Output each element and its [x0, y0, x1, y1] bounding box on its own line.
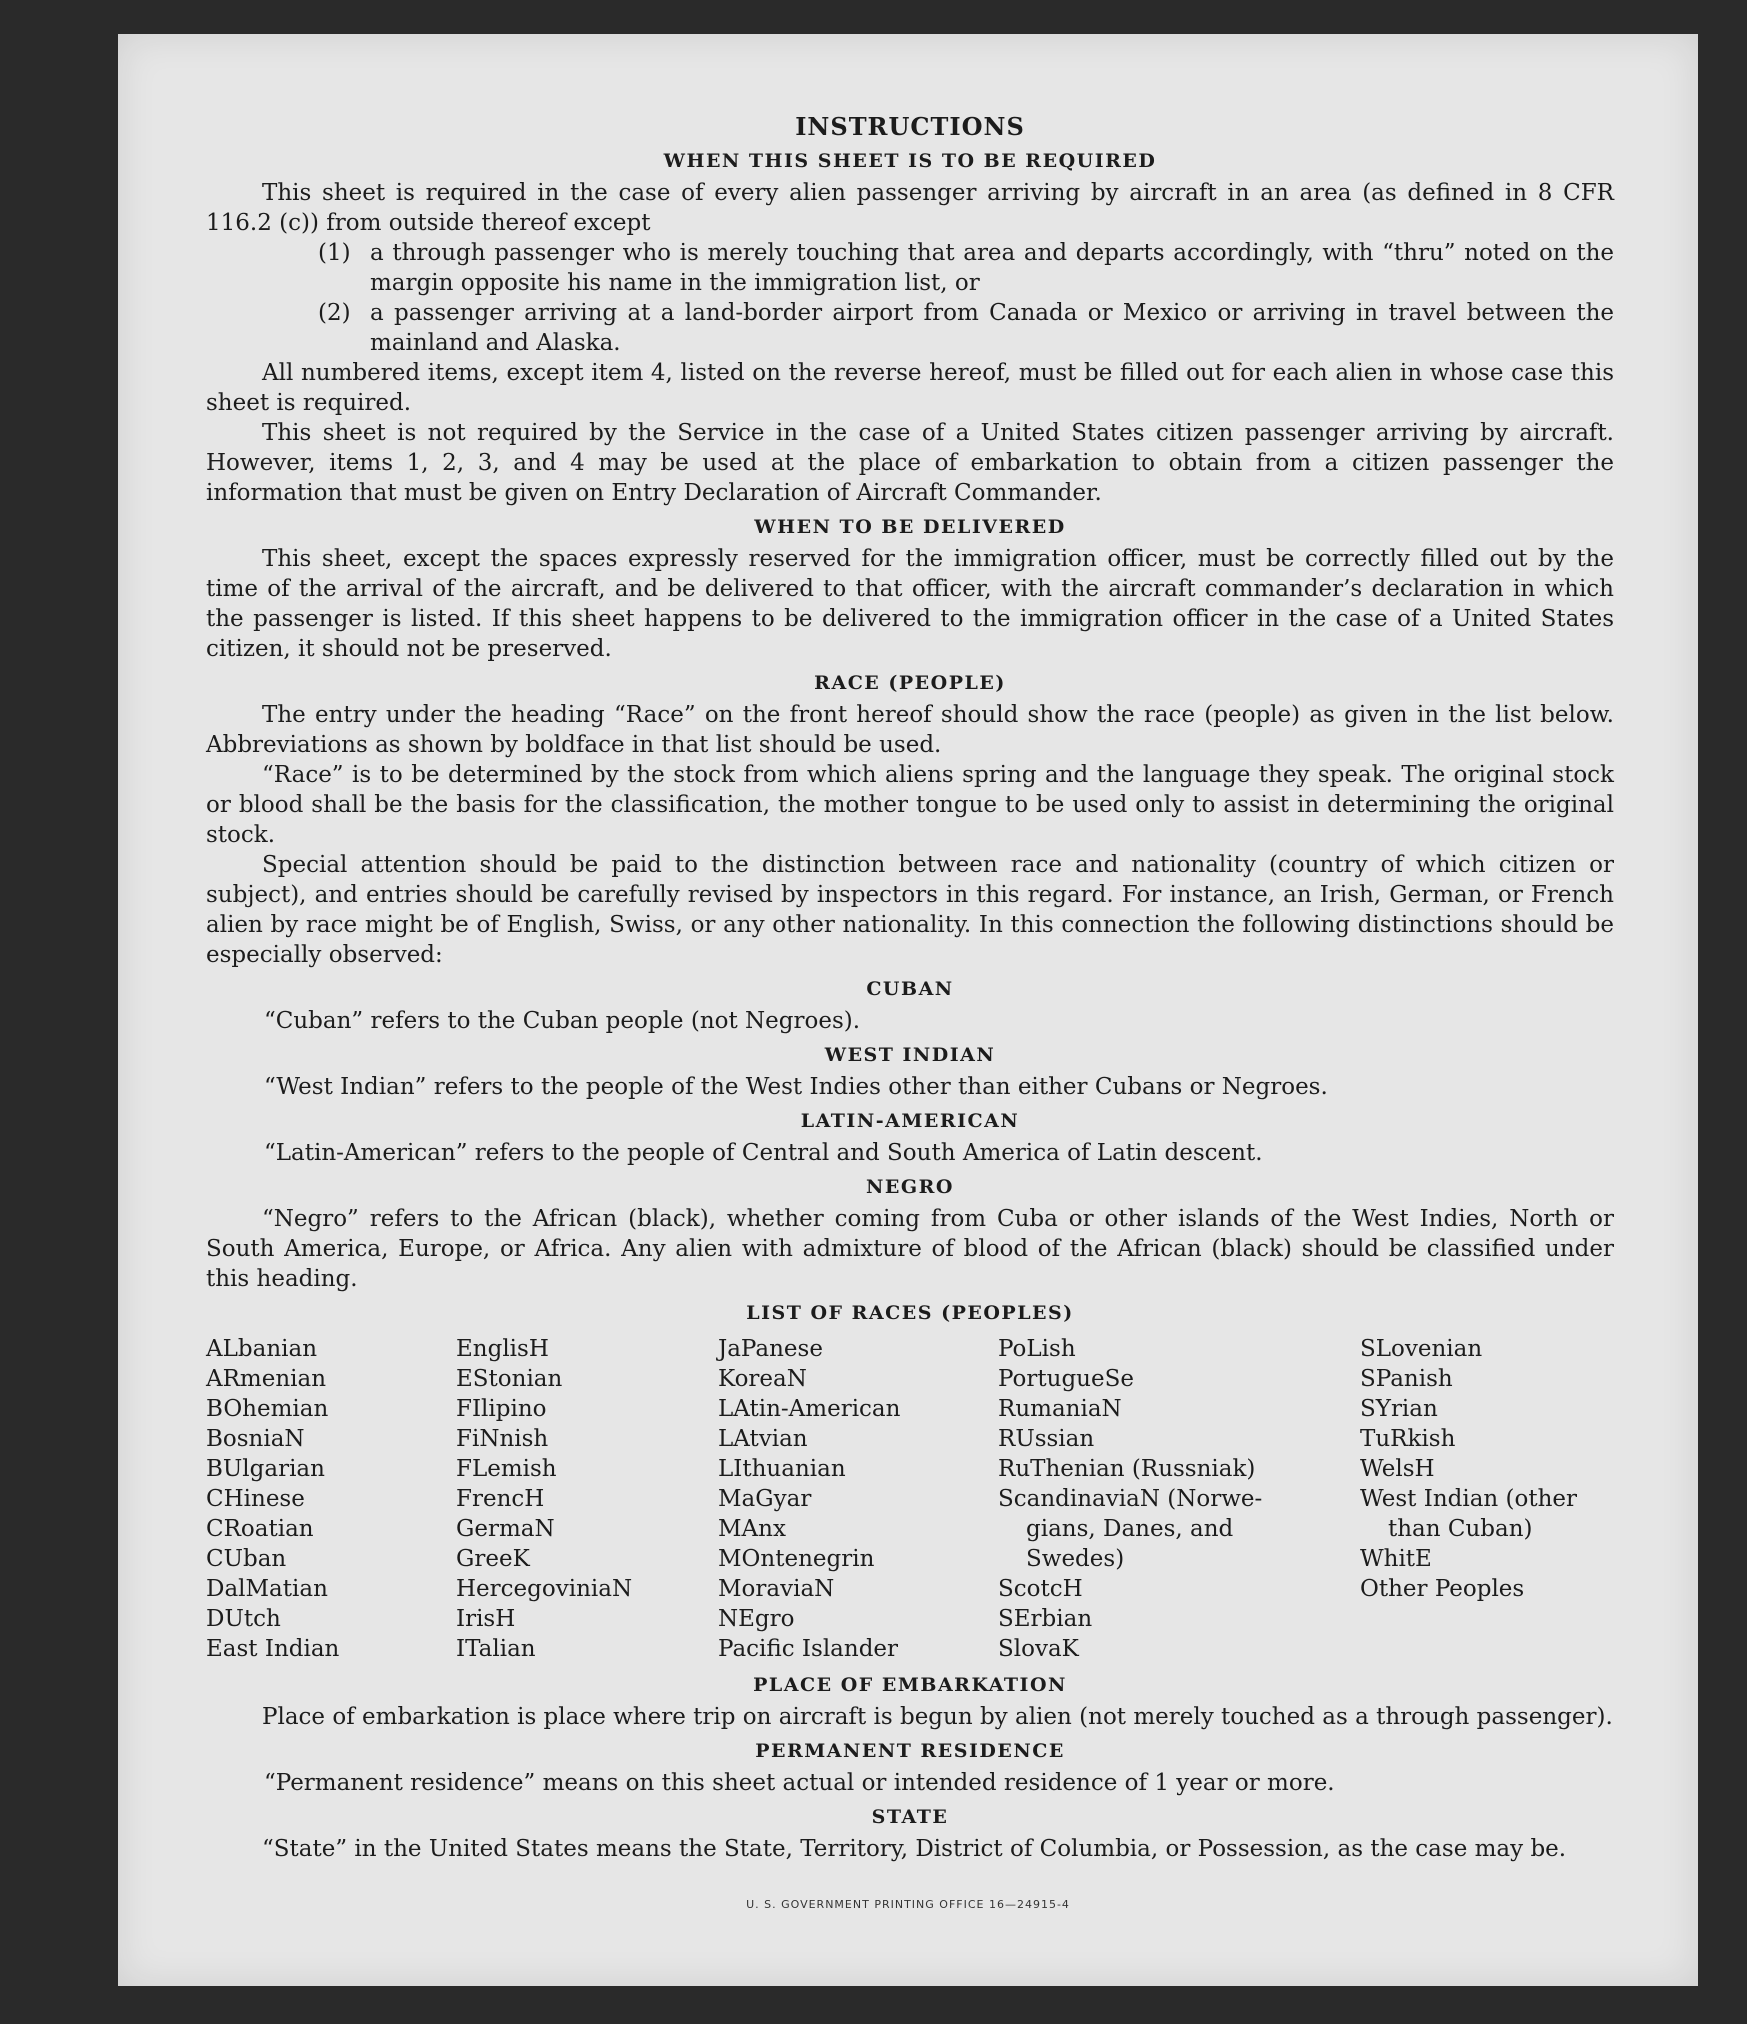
- heading-cuban: CUBAN: [866, 978, 954, 1000]
- note-west-indian: “West Indian” refers to the people of the West Indies other than either Cubans or Negroes.: [264, 1074, 1328, 1100]
- race-entry: IrisH: [456, 1606, 516, 1632]
- race-entry: CUban: [206, 1546, 287, 1572]
- heading-race: RACE (PEOPLE): [814, 672, 1006, 694]
- paragraph-residence: “Permanent residence” means on this sheet actual or intended residence of 1 year or more.: [264, 1770, 1335, 1796]
- race-entry: WelsH: [1360, 1456, 1435, 1482]
- heading-latin-american: LATIN-AMERICAN: [800, 1110, 1020, 1132]
- heading-negro: NEGRO: [866, 1176, 954, 1198]
- document-page: [118, 34, 1698, 1986]
- race-entry: HercegoviniaN: [456, 1576, 633, 1602]
- race-entry: than Cuban): [1388, 1516, 1533, 1542]
- note-latin-american: “Latin-American” refers to the people of Central and South America of Latin descent.: [264, 1140, 1263, 1166]
- race-entry: LAtvian: [718, 1426, 808, 1452]
- race-entry: ALbanian: [206, 1336, 318, 1362]
- race-entry: West Indian (other: [1360, 1486, 1578, 1512]
- paragraph-required-intro: This sheet is required in the case of every alien passenger arriving by aircraft in an area (as defined in 8 CFR 116.2 (c)) from outside thereof except: [206, 180, 1614, 236]
- exception-number: (1): [318, 240, 351, 266]
- races-column-4: [998, 1334, 1360, 1664]
- note-negro: “Negro” refers to the African (black), whether coming from Cuba or other islands of the West Indies, North or South America, Europe, or Africa. Any alien with admixture of blood of the African (black) should be classified under this heading.: [206, 1206, 1614, 1292]
- exception-text: a through passenger who is merely touching that area and departs accordingly, with “thru” noted on the margin opposite his name in the immigration list, or: [370, 240, 1614, 296]
- paragraph-citizen: This sheet is not required by the Service in the case of a United States citizen passenger arriving by aircraft. However, items 1, 2, 3, and 4 may be used at the place of embarkation to obtain from a citizen passenger the information that must be given on Entry Declaration of Aircraft Commander.: [206, 420, 1614, 506]
- race-entry: MaGyar: [718, 1486, 812, 1512]
- race-entry: CHinese: [206, 1486, 305, 1512]
- race-entry: RUssian: [998, 1426, 1095, 1452]
- race-entry: FiNnish: [456, 1426, 549, 1452]
- paragraph-delivery: This sheet, except the spaces expressly reserved for the immigration officer, must be correctly filled out by the time of the arrival of the aircraft, and be delivered to that officer, with the aircraft commander’s declaration in which the passenger is listed. If this sheet happens to be delivered to the immigration officer in the case of a United States citizen, it should not be preserved.: [206, 546, 1614, 662]
- race-entry: DUtch: [206, 1606, 281, 1632]
- race-entry: ScandinaviaN (Norwe-: [998, 1486, 1263, 1512]
- races-list: [206, 1334, 1614, 1664]
- race-entry: gians, Danes, and: [1026, 1516, 1234, 1542]
- race-entry: Swedes): [1026, 1546, 1125, 1572]
- races-column-1: [206, 1334, 456, 1664]
- race-entry: MOntenegrin: [718, 1546, 875, 1572]
- race-entry: BUlgarian: [206, 1456, 325, 1482]
- race-entry: Other Peoples: [1360, 1576, 1525, 1602]
- race-entry: ITalian: [456, 1636, 536, 1662]
- race-entry: GermaN: [456, 1516, 555, 1542]
- instructions-content: [206, 112, 1614, 1864]
- race-entry: BOhemian: [206, 1396, 329, 1422]
- race-entry: FLemish: [456, 1456, 557, 1482]
- race-entry: JaPanese: [718, 1336, 823, 1362]
- paragraph-race-stock: “Race” is to be determined by the stock from which aliens spring and the language they speak. The original stock or blood shall be the basis for the classification, the mother tongue to be used only to assist in determining the original stock.: [206, 762, 1614, 848]
- race-entry: RumaniaN: [998, 1396, 1122, 1422]
- heading-when-required: WHEN THIS SHEET IS TO BE REQUIRED: [663, 150, 1157, 172]
- paragraph-state: “State” in the United States means the State, Territory, District of Columbia, or Possession, as the case may be.: [262, 1836, 1567, 1862]
- heading-west-indian: WEST INDIAN: [824, 1044, 996, 1066]
- exception-item-1: [318, 238, 1614, 298]
- race-entry: MoraviaN: [718, 1576, 835, 1602]
- exception-text: a passenger arriving at a land-border airport from Canada or Mexico or arriving in travel between the mainland and Alaska.: [370, 300, 1614, 356]
- race-entry: ARmenian: [206, 1366, 327, 1392]
- races-column-5: [1360, 1334, 1614, 1664]
- paragraph-race-entry: The entry under the heading “Race” on the front hereof should show the race (people) as given in the list below. Abbreviations as shown by boldface in that list should be used.: [206, 702, 1614, 758]
- race-entry: BosniaN: [206, 1426, 305, 1452]
- note-cuban: “Cuban” refers to the Cuban people (not Negroes).: [264, 1008, 861, 1034]
- race-entry: SErbian: [998, 1606, 1093, 1632]
- race-entry: LAtin-American: [718, 1396, 901, 1422]
- race-entry: FIlipino: [456, 1396, 547, 1422]
- printer-imprint: U. S. GOVERNMENT PRINTING OFFICE 16—24915-4: [746, 1898, 1070, 1911]
- race-entry: RuThenian (Russniak): [998, 1456, 1256, 1482]
- race-entry: SPanish: [1360, 1366, 1453, 1392]
- race-entry: East Indian: [206, 1636, 340, 1662]
- race-entry: KoreaN: [718, 1366, 807, 1392]
- race-entry: NEgro: [718, 1606, 795, 1632]
- race-entry: FrencH: [456, 1486, 545, 1512]
- race-entry: PortugueSe: [998, 1366, 1134, 1392]
- races-column-3: [718, 1334, 998, 1664]
- race-entry: SLovenian: [1360, 1336, 1483, 1362]
- heading-place-of-embarkation: PLACE OF EMBARKATION: [753, 1674, 1067, 1696]
- race-entry: SYrian: [1360, 1396, 1438, 1422]
- race-entry: Pacific Islander: [718, 1636, 899, 1662]
- paragraph-numbered-items: All numbered items, except item 4, listed on the reverse hereof, must be filled out for each alien in whose case this sheet is required.: [206, 360, 1614, 416]
- race-entry: EStonian: [456, 1366, 563, 1392]
- race-entry: GreeK: [456, 1546, 530, 1572]
- race-entry: EnglisH: [456, 1336, 549, 1362]
- race-entry: ScotcH: [998, 1576, 1083, 1602]
- races-column-2: [456, 1334, 718, 1664]
- paragraph-embarkation: Place of embarkation is place where trip on aircraft is begun by alien (not merely touched as a through passenger).: [262, 1704, 1613, 1730]
- race-entry: PoLish: [998, 1336, 1076, 1362]
- race-entry: WhitE: [1360, 1546, 1432, 1572]
- race-entry: DalMatian: [206, 1576, 328, 1602]
- race-entry: SlovaK: [998, 1636, 1079, 1662]
- race-entry: CRoatian: [206, 1516, 314, 1542]
- exception-item-2: [318, 298, 1614, 358]
- race-entry: TuRkish: [1360, 1426, 1456, 1452]
- race-entry: LIthuanian: [718, 1456, 846, 1482]
- paragraph-race-nationality: Special attention should be paid to the distinction between race and nationality (country of which citizen or subject), and entries should be carefully revised by inspectors in this regard. For instance, an Irish, German, or French alien by race might be of English, Swiss, or any other nationality. In this connection the following distinctions should be especially observed:: [206, 852, 1614, 968]
- heading-list-of-races: LIST OF RACES (PEOPLES): [746, 1302, 1074, 1324]
- page-title: INSTRUCTIONS: [795, 112, 1025, 141]
- heading-state: STATE: [871, 1806, 949, 1828]
- heading-when-delivered: WHEN TO BE DELIVERED: [754, 516, 1066, 538]
- heading-permanent-residence: PERMANENT RESIDENCE: [755, 1740, 1065, 1762]
- exception-number: (2): [318, 300, 351, 326]
- race-entry: MAnx: [718, 1516, 786, 1542]
